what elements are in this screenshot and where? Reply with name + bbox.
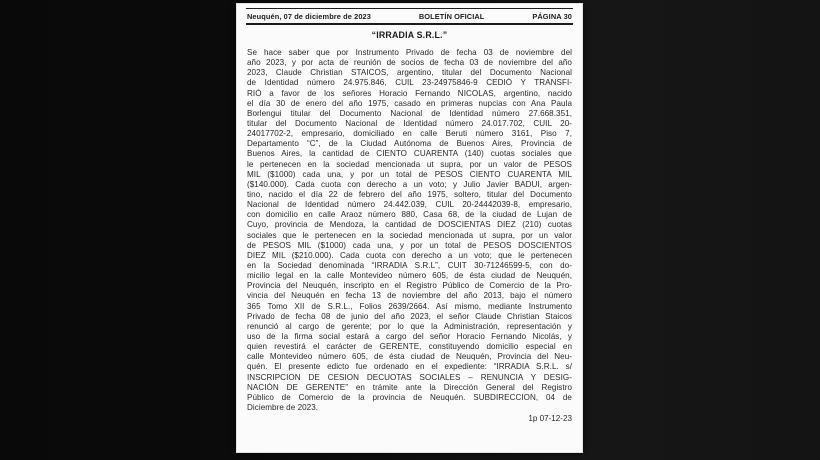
notice-body: [247, 48, 572, 413]
body-line: quien revestirá el carácter de GERENTE, constituyendo domicilio especial en: [247, 342, 572, 352]
publication-code: 1p 07-12-23: [528, 414, 572, 424]
body-line: sociales que le pertenecen en la sociedad mencionada ut supra, por un valor: [247, 230, 572, 240]
body-line: tino, nacido el día 22 de febrero del año 1975, soltero, titular del Documento: [247, 189, 572, 199]
body-line: INSCRIPCION DE CESION DECUOTAS SOCIALES – RENUNCIA Y DESIG-: [247, 372, 572, 382]
body-line: micilio legal en la calle Montevideo número 605, de ésta ciudad de Neuquén,: [247, 271, 572, 281]
body-line: Cuyo, provincia de Mendoza, la cantidad de DOSCIENTAS DIEZ (210) cuotas: [247, 220, 572, 230]
body-line: Nacional de Identidad número 24.442.039, CUIL 20-24442039-8, empresario,: [247, 200, 572, 210]
body-line: RIÓ a favor de los señores Horacio Fernando NICOLAS, argentino, nacido: [247, 88, 572, 98]
body-line: Borlengui titular del Documento Nacional de Identidad número 27.668.351,: [247, 108, 572, 118]
header-date: Neuquén, 07 de diciembre de 2023: [247, 11, 371, 21]
body-line: en la Sociedad denominada “IRRADIA S.R.L”, CUIT 30-71246599-5, con do-: [247, 260, 572, 270]
body-line: 24017702-2, empresario, domiciliado en calle Beruti número 3161, Piso 7,: [247, 129, 572, 139]
body-line: de PESOS MIL ($1000) cada una, y por un total de PESOS DOSCIENTOS: [247, 240, 572, 250]
body-line: renunció al cargo de gerente; por lo que la Administración, representación y: [247, 321, 572, 331]
body-line: con domicilio en calle Araoz número 880, Casa 68, de la ciudad de Lujan de: [247, 210, 572, 220]
body-line: uso de la firma social estará a cargo del señor Horacio Fernando Nicolás, y: [247, 331, 572, 341]
body-line: Público de Comercio de la provincia de Neuquén. SUBDIRECCION, 04 de: [247, 392, 572, 402]
body-line: Buenos Aires, la cantidad de CIENTO CUARENTA (140) cuotas sociales que: [247, 149, 572, 159]
body-line: DIEZ MIL ($210.000). Cada cuota con derecho a un voto; que le pertenecen: [247, 250, 572, 260]
body-line: calle Montevideo número 605, de ésta ciudad de Neuquén, Provincia del Neu-: [247, 352, 572, 362]
body-line: Privado de fecha 08 de junio del año 2023, el señor Claude Christian Staicos: [247, 311, 572, 321]
body-line: 365 Tomo XII de S.R.L., Folios 2639/2664. Así mismo, mediante Instrumento: [247, 301, 572, 311]
page-header: [246, 8, 573, 25]
notice-title: “IRRADIA S.R.L.”: [371, 30, 448, 40]
body-line: año 2023, y por acta de reunión de socios de fecha 03 de noviembre del año: [247, 58, 572, 68]
body-line: Diciembre de 2023.: [247, 402, 319, 412]
body-line: de Identidad número 24.975.846, CUIL 23-24975846-9 CEDIÓ Y TRANSFI-: [247, 78, 572, 88]
body-line: Departamento “C”, de la Ciudad Autónoma de Buenos Aires, Provincia de: [247, 139, 572, 149]
body-line: quén. El presente edicto fue ordenado en el expediente: “IRRADIA S.R.L. s/: [247, 362, 572, 372]
body-line: vincia del Neuquén en fecha 13 de noviembre del año 2013, bajo el número: [247, 291, 572, 301]
bulletin-page: [236, 3, 583, 453]
body-line: Se hace saber que por Instrumento Privado de fecha 03 de noviembre del: [247, 48, 572, 57]
header-page-number: PÁGINA 30: [532, 11, 572, 21]
body-line: le pertenecen en la sociedad mencionada ut supra, por un valor de PESOS: [247, 159, 572, 169]
body-line: titular del Documento Nacional de Identidad número 24.017.702, CUIL 20-: [247, 118, 572, 128]
body-line: MIL ($1000) cada una, y por un total de PESOS CIENTO CUARENTA MIL: [247, 169, 572, 179]
body-line: 2023, Claude Christian STAICOS, argentino, titular del Documento Nacional: [247, 68, 572, 78]
body-line: NACIÓN DE GERENTE” en trámite ante la Dirección General del Registro: [247, 382, 572, 392]
body-line: ($140.000). Cada cuota con derecho a un voto; y Julio Javier BADUI, argen-: [247, 179, 572, 189]
header-bulletin-name: BOLETÍN OFICIAL: [418, 11, 485, 21]
body-line: Provincia del Neuquén, inscripto en el Registro Público de Comercio de la Pro-: [247, 281, 572, 291]
body-line: el día 30 de enero del año 1975, casado en primeras nupcias con Ana Paula: [247, 98, 572, 108]
